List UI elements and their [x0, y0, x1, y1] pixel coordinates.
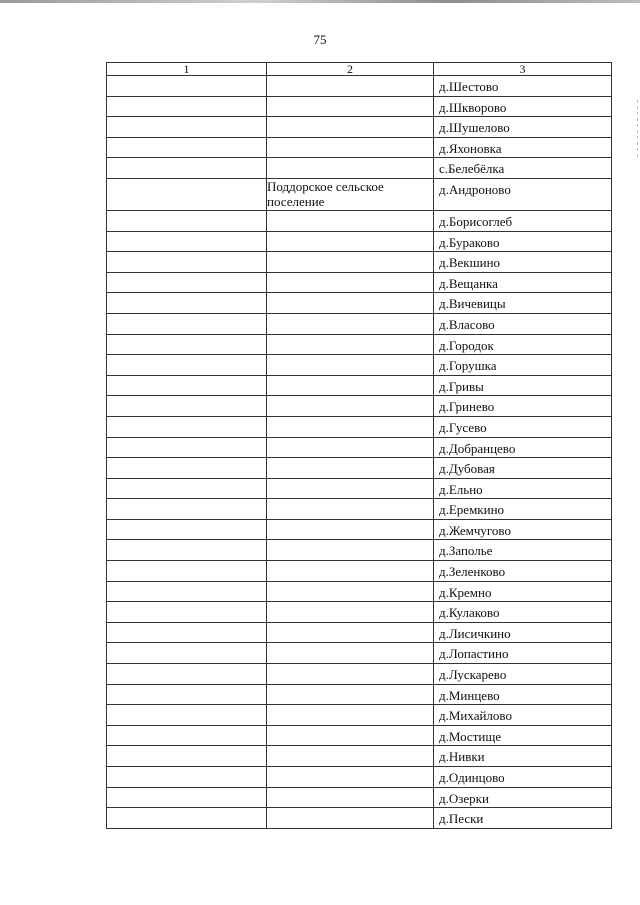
settlement-cell: д.Заполье: [434, 540, 612, 561]
table-row: [107, 437, 612, 458]
municipality-cell: [267, 137, 434, 158]
table-row: [107, 396, 612, 417]
municipality-cell: [267, 581, 434, 602]
district-cell: [107, 561, 267, 582]
table-row: [107, 76, 612, 97]
settlement-cell: д.Борисоглеб: [434, 210, 612, 231]
municipality-cell: [267, 458, 434, 479]
municipality-cell: [267, 561, 434, 582]
table-row: [107, 499, 612, 520]
table-row: [107, 137, 612, 158]
district-cell: [107, 178, 267, 210]
settlement-cell: д.Еремкино: [434, 499, 612, 520]
table-row: [107, 643, 612, 664]
settlement-cell: д.Жемчугово: [434, 519, 612, 540]
column-header-1: 1: [107, 63, 267, 76]
table-row: [107, 158, 612, 179]
district-cell: [107, 396, 267, 417]
municipality-cell: [267, 787, 434, 808]
district-cell: [107, 210, 267, 231]
municipality-cell: [267, 705, 434, 726]
municipality-cell: [267, 375, 434, 396]
settlement-cell: д.Пески: [434, 808, 612, 829]
settlement-cell: д.Зеленково: [434, 561, 612, 582]
table-row: [107, 787, 612, 808]
settlement-cell: д.Гусево: [434, 416, 612, 437]
settlement-cell: д.Яхоновка: [434, 137, 612, 158]
district-cell: [107, 808, 267, 829]
settlement-cell: д.Гривы: [434, 375, 612, 396]
table-row: [107, 519, 612, 540]
settlement-cell: д.Минцево: [434, 684, 612, 705]
table-row: [107, 272, 612, 293]
municipality-cell: [267, 231, 434, 252]
district-cell: [107, 458, 267, 479]
municipality-cell: [267, 313, 434, 334]
district-cell: [107, 375, 267, 396]
settlement-cell: д.Гринево: [434, 396, 612, 417]
settlement-cell: д.Шкворово: [434, 96, 612, 117]
district-cell: [107, 437, 267, 458]
settlement-cell: д.Кремно: [434, 581, 612, 602]
settlement-cell: д.Ельно: [434, 478, 612, 499]
table-row: [107, 313, 612, 334]
district-cell: [107, 519, 267, 540]
district-cell: [107, 252, 267, 273]
scan-margin-artifact: [637, 100, 638, 160]
table-row: [107, 767, 612, 788]
table-row: [107, 355, 612, 376]
table-row: [107, 561, 612, 582]
table-row: [107, 478, 612, 499]
table-row: [107, 581, 612, 602]
district-cell: [107, 622, 267, 643]
municipality-cell: [267, 643, 434, 664]
municipality-cell: [267, 540, 434, 561]
district-cell: [107, 540, 267, 561]
district-cell: [107, 581, 267, 602]
table-row: [107, 334, 612, 355]
municipality-cell: [267, 252, 434, 273]
district-cell: [107, 117, 267, 138]
column-header-3: 3: [434, 63, 612, 76]
table-row: [107, 210, 612, 231]
municipality-cell: [267, 334, 434, 355]
municipality-cell: [267, 293, 434, 314]
district-cell: [107, 334, 267, 355]
table-row: [107, 808, 612, 829]
table-row: [107, 746, 612, 767]
table-row: [107, 178, 612, 210]
settlement-cell: д.Вичевицы: [434, 293, 612, 314]
municipality-cell: [267, 76, 434, 97]
municipality-cell: [267, 808, 434, 829]
settlement-cell: д.Лопастино: [434, 643, 612, 664]
settlement-cell: д.Одинцово: [434, 767, 612, 788]
district-cell: [107, 725, 267, 746]
table-row: [107, 96, 612, 117]
municipality-cell: [267, 96, 434, 117]
municipality-cell: Поддорское сельское поселение: [267, 178, 434, 210]
municipality-cell: [267, 684, 434, 705]
district-cell: [107, 313, 267, 334]
municipality-cell: [267, 664, 434, 685]
settlement-cell: д.Кулаково: [434, 602, 612, 623]
municipality-cell: [267, 416, 434, 437]
table-row: [107, 602, 612, 623]
district-cell: [107, 137, 267, 158]
settlement-cell: д.Лускарево: [434, 664, 612, 685]
district-cell: [107, 684, 267, 705]
district-cell: [107, 158, 267, 179]
municipality-cell: [267, 437, 434, 458]
district-cell: [107, 416, 267, 437]
scan-edge-artifact: [0, 0, 640, 3]
settlement-cell: д.Добранцево: [434, 437, 612, 458]
settlement-cell: д.Городок: [434, 334, 612, 355]
table-row: [107, 705, 612, 726]
settlements-table: [106, 62, 612, 829]
settlement-cell: д.Озерки: [434, 787, 612, 808]
page-number: 75: [313, 32, 327, 47]
municipality-cell: [267, 158, 434, 179]
municipality-cell: [267, 725, 434, 746]
municipality-cell: [267, 622, 434, 643]
table-row: [107, 622, 612, 643]
district-cell: [107, 231, 267, 252]
district-cell: [107, 767, 267, 788]
district-cell: [107, 746, 267, 767]
municipality-cell: [267, 478, 434, 499]
settlement-cell: д.Горушка: [434, 355, 612, 376]
table-row: [107, 117, 612, 138]
district-cell: [107, 499, 267, 520]
table-header-row: [107, 63, 612, 76]
table-row: [107, 293, 612, 314]
column-header-2: 2: [267, 63, 434, 76]
settlement-cell: д.Бураково: [434, 231, 612, 252]
municipality-cell: [267, 602, 434, 623]
table-row: [107, 725, 612, 746]
table-row: [107, 375, 612, 396]
district-cell: [107, 272, 267, 293]
municipality-cell: [267, 767, 434, 788]
settlement-cell: д.Нивки: [434, 746, 612, 767]
district-cell: [107, 643, 267, 664]
settlement-cell: д.Мостище: [434, 725, 612, 746]
settlement-cell: д.Шестово: [434, 76, 612, 97]
table-row: [107, 540, 612, 561]
settlement-cell: д.Вещанка: [434, 272, 612, 293]
settlement-cell: д.Власово: [434, 313, 612, 334]
table-row: [107, 664, 612, 685]
table-row: [107, 231, 612, 252]
municipality-cell: [267, 396, 434, 417]
district-cell: [107, 478, 267, 499]
settlement-cell: д.Дубовая: [434, 458, 612, 479]
municipality-cell: [267, 519, 434, 540]
table-row: [107, 252, 612, 273]
district-cell: [107, 787, 267, 808]
district-cell: [107, 293, 267, 314]
settlement-cell: с.Белебёлка: [434, 158, 612, 179]
district-cell: [107, 96, 267, 117]
table-row: [107, 458, 612, 479]
district-cell: [107, 76, 267, 97]
district-cell: [107, 355, 267, 376]
district-cell: [107, 664, 267, 685]
district-cell: [107, 705, 267, 726]
settlement-cell: д.Михайлово: [434, 705, 612, 726]
municipality-cell: [267, 499, 434, 520]
municipality-cell: [267, 355, 434, 376]
municipality-cell: [267, 210, 434, 231]
table-row: [107, 416, 612, 437]
settlement-cell: д.Лисичкино: [434, 622, 612, 643]
table-row: [107, 684, 612, 705]
municipality-cell: [267, 746, 434, 767]
municipality-cell: [267, 272, 434, 293]
municipality-cell: [267, 117, 434, 138]
settlement-cell: д.Шушелово: [434, 117, 612, 138]
settlement-cell: д.Андроново: [434, 178, 612, 210]
settlement-cell: д.Векшино: [434, 252, 612, 273]
district-cell: [107, 602, 267, 623]
